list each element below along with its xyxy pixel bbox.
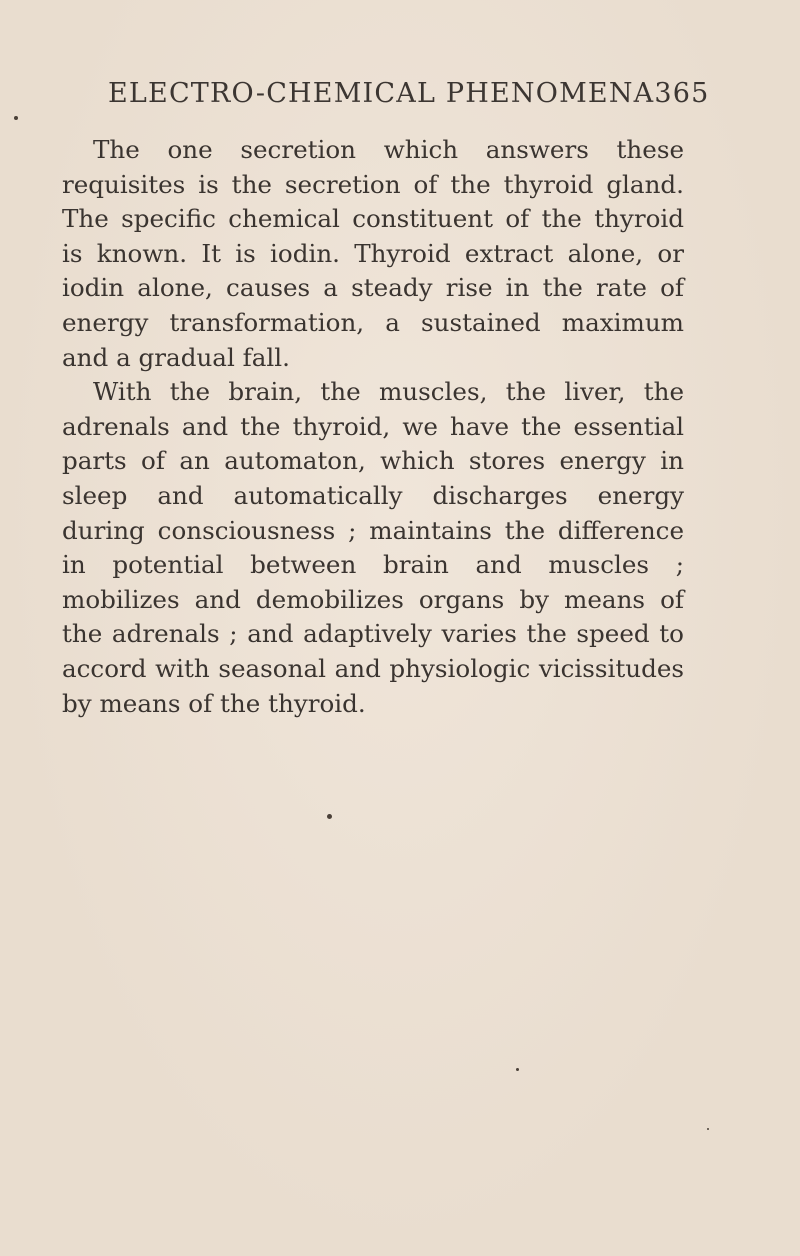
paragraph-automaton: With the brain, the muscles, the liver, the adrenals and the thyroid, we have the essential parts of an automaton, which stores energy in sleep and automatically discharges energy during consciousness ; maintains the difference in potential between brain and muscles ; mobilizes and demobilizes organs by means of the adrenals ; and adaptively varies the speed to accord with seasonal and physiologic vicissitudes by means of the thyroid. bbox=[62, 377, 684, 718]
paragraph-secretion: The one secretion which answers these requisites is the secretion of the thyroid gland. The specific chemical constituent of the thyroid is known. It is iodin. Thyroid extract alone, or iodin alone, causes a steady rise in the rate of energy transformation, a sustained maximum and a gradual fall. bbox=[62, 135, 684, 372]
paper-speck bbox=[14, 116, 18, 120]
running-title: ELECTRO-CHEMICAL PHENOMENA bbox=[108, 78, 655, 109]
paper-speck bbox=[327, 814, 332, 819]
paper-speck bbox=[516, 1068, 519, 1071]
paper-speck bbox=[707, 1128, 709, 1130]
running-head bbox=[108, 78, 708, 118]
page-number: 365 bbox=[654, 78, 710, 109]
body-text bbox=[62, 133, 684, 721]
